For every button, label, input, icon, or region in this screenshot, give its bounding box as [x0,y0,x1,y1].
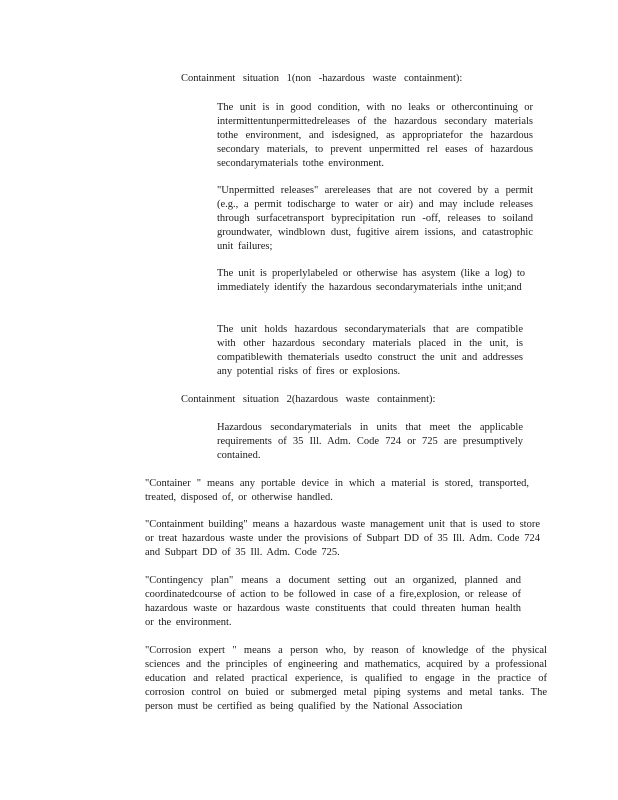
situation-1-item-unpermitted-releases: "Unpermitted releases" arereleases that are not covered by a permit (e.g., a permit todischarge to water or air) and may include releases through surfacetransport byprecipitation run -off, releases to soiland groundwater, windblown dust, fugitive airem issions, and catastrophic unit failures; [217,185,533,252]
containment-situation-1-heading: Containment situation 1(non -hazardous waste containment): [181,73,463,84]
definition-contingency-plan: "Contingency plan" means a document setting out an organized, planned and coordinatedcourse of action to be followed in case of a fire,explosion, or release of hazardous waste or hazardous waste constituents that could threaten human health or the environment. [145,575,521,628]
situation-1-item-good-condition: The unit is in good condition, with no leaks or othercontinuing or intermittentunpermittedreleases of the hazardous secondary materials tothe environment, and isdesigned, as appropriatefor the hazardous secondary materials, to prevent unpermitted rel eases of hazardous secondarymaterials tothe environment. [217,102,533,169]
definition-corrosion-expert: "Corrosion expert " means a person who, by reason of knowledge of the physical sciences and the principles of engineering and mathematics, acquired by a professional education and related practical experience, is qualified to engage in the practice of corrosion control on buied or submerged metal piping systems and metal tanks. The person must be certified as being qualified by the National Association [145,645,547,712]
situation-1-item-compatible: The unit holds hazardous secondarymaterials that are compatible with other hazardous secondary materials placed in the unit, is compatiblewith thematerials usedto construct the unit and addresses any potential risks of fires or explosions. [217,324,523,377]
containment-situation-2-heading: Containment situation 2(hazardous waste containment): [181,394,436,405]
situation-2-item-presumptively-contained: Hazardous secondarymaterials in units that meet the applicable requirements of 35 Ill. Adm. Code 724 or 725 are presumptively contained. [217,422,523,461]
definition-container: "Container " means any portable device in which a material is stored, transported, treated, disposed of, or otherwise handled. [145,478,529,503]
definition-containment-building: "Containment building" means a hazardous waste management unit that is used to store or treat hazardous waste under the provisions of Subpart DD of 35 Ill. Adm. Code 724 and Subpart DD of 35 Ill. Adm. Code 725. [145,519,540,558]
situation-1-item-labeled: The unit is properlylabeled or otherwise has asystem (like a log) to immediately identify the hazardous secondarymaterials inthe unit;and [217,268,525,293]
